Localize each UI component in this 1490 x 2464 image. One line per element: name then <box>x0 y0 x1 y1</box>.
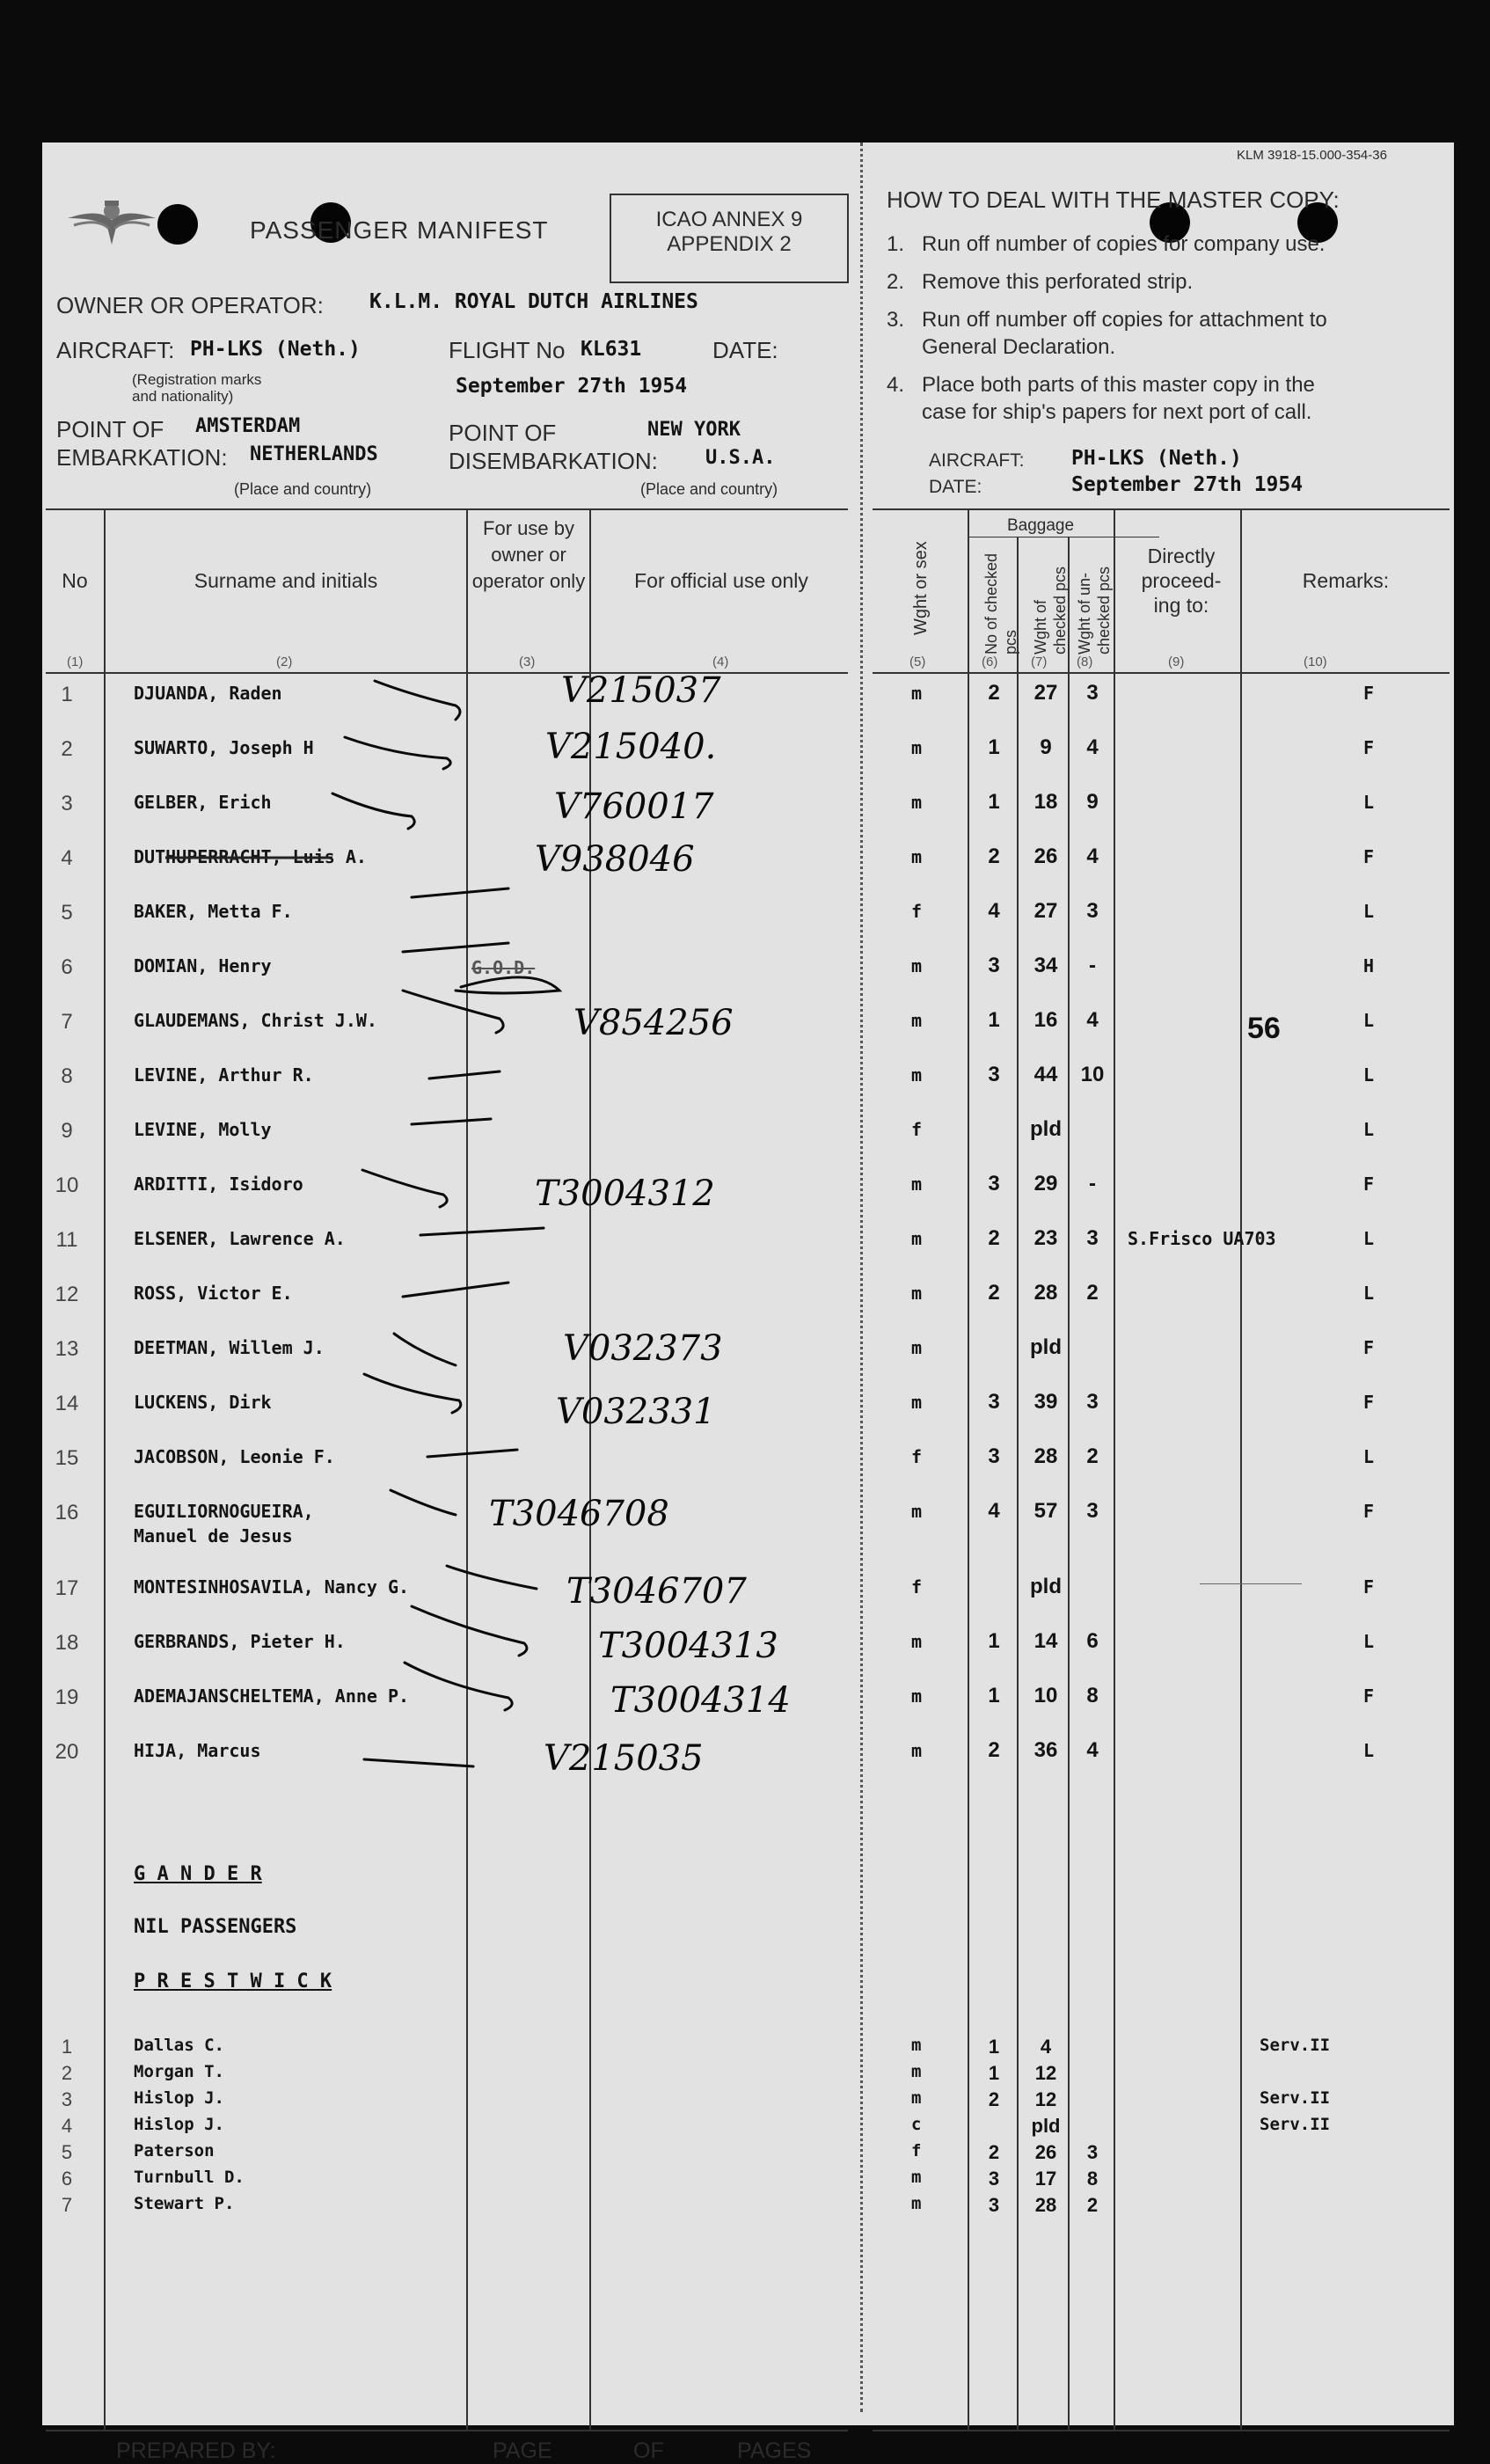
checked-weight: 26 <box>1034 844 1058 868</box>
checked-weight: 12 <box>1034 2062 1057 2084</box>
page-label: PAGE <box>493 2438 552 2463</box>
sex-value: c <box>911 2115 922 2134</box>
passenger-name: ADEMAJANSCHELTEMA, Anne P. <box>134 1685 410 1707</box>
unchecked-weight: 3 <box>1086 2141 1099 2163</box>
passenger-name: ARDITTI, Isidoro <box>134 1174 303 1195</box>
pen-stroke <box>412 1606 527 1656</box>
sex-value: m <box>911 1685 923 1707</box>
checked-pcs: 3 <box>988 1063 1000 1086</box>
passport-number: V215037 <box>561 670 721 711</box>
remark-code: L <box>1363 1631 1375 1652</box>
page-title: PASSENGER MANIFEST <box>250 216 549 244</box>
pen-stroke <box>412 888 508 897</box>
embarkation-label-line: POINT OF <box>56 416 164 442</box>
passport-number: T3046707 <box>566 1571 747 1612</box>
checked-pcs: 2 <box>988 2088 1000 2110</box>
pen-stroke <box>364 1374 461 1413</box>
checked-pcs: 2 <box>988 844 1000 868</box>
passport-number: V760017 <box>554 786 714 827</box>
checked-pcs: 1 <box>988 1684 1000 1707</box>
remark-code: L <box>1363 1740 1375 1761</box>
destination: S.Frisco UA703 <box>1128 1228 1276 1249</box>
passenger-name: HIJA, Marcus <box>134 1740 261 1761</box>
remark-code: L <box>1363 1010 1375 1031</box>
place-country-note: (Place and country) <box>234 480 372 498</box>
sex-value: m <box>911 1064 923 1086</box>
owner-value: K.L.M. ROYAL DUTCH AIRLINES <box>369 290 698 313</box>
sex-value: m <box>911 683 923 704</box>
pen-stroke <box>412 1119 491 1124</box>
registration-note-line: and nationality) <box>132 388 234 405</box>
checked-pcs: 3 <box>988 2168 1000 2190</box>
pen-stroke <box>375 681 460 720</box>
passport-number: G.O.D. <box>471 957 536 978</box>
sex-value: m <box>911 1228 923 1249</box>
passport-number: V938046 <box>535 839 695 880</box>
row-number: 9 <box>61 1119 73 1143</box>
checked-weight: 23 <box>1034 1226 1058 1250</box>
checked-pcs: 2 <box>988 1226 1000 1250</box>
row-number: 7 <box>61 2194 73 2216</box>
row-number: 13 <box>55 1337 79 1361</box>
sex-value: m <box>911 1010 923 1031</box>
instruction-number: 2. <box>887 270 905 294</box>
col-number: (4) <box>712 654 729 669</box>
passenger-name: Stewart P. <box>134 2194 235 2213</box>
sex-value: f <box>911 1119 923 1140</box>
row-number: 4 <box>61 846 73 870</box>
gander-note: NIL PASSENGERS <box>134 1916 297 1938</box>
checked-pcs: 3 <box>988 954 1000 977</box>
col-header-name: Surname and initials <box>194 569 378 592</box>
row-number: 1 <box>61 2036 73 2058</box>
unchecked-weight: 2 <box>1086 2194 1099 2216</box>
pen-stroke <box>345 737 450 769</box>
pen-stroke <box>362 1170 447 1207</box>
checked-weight: 18 <box>1034 790 1058 814</box>
col-number: (7) <box>1031 654 1048 669</box>
checked-weight: 14 <box>1034 1629 1058 1653</box>
icao-annex: ICAO ANNEX 9 <box>655 208 803 231</box>
registration-note-line: (Registration marks <box>132 371 262 388</box>
pen-stroke <box>364 1759 473 1766</box>
pen-stroke <box>405 1663 512 1710</box>
checked-pcs: 3 <box>988 1444 1000 1468</box>
row-number: 2 <box>61 737 73 761</box>
pen-stroke <box>403 943 508 952</box>
passenger-name: Morgan T. <box>134 2062 224 2081</box>
remark-code: Serv.II <box>1260 2036 1331 2055</box>
pen-stroke <box>403 1283 508 1297</box>
checked-weight: 12 <box>1034 2088 1057 2110</box>
checked-pcs: 1 <box>988 2036 1000 2058</box>
row-number: 8 <box>61 1064 73 1088</box>
row-number: 3 <box>61 2088 73 2110</box>
unchecked-weight: 4 <box>1086 1738 1099 1762</box>
date-value: September 27th 1954 <box>456 375 688 398</box>
checked-pcs: 2 <box>988 1281 1000 1305</box>
col-number: (2) <box>276 654 293 669</box>
remark-code: Serv.II <box>1260 2088 1331 2108</box>
remark-code: L <box>1363 1446 1375 1467</box>
unchecked-weight: 9 <box>1086 790 1099 814</box>
passport-number: V215040. <box>545 727 717 767</box>
embarkation-city: AMSTERDAM <box>195 415 301 437</box>
pen-stroke <box>420 1228 544 1235</box>
passenger-name: Dallas C. <box>134 2036 224 2055</box>
checked-weight: 34 <box>1034 954 1058 977</box>
passport-number: T3004312 <box>535 1174 715 1214</box>
col-header-baggage: Baggage <box>1006 516 1075 535</box>
of-label: OF <box>633 2438 664 2463</box>
unchecked-weight: 6 <box>1086 1629 1099 1653</box>
passport-number: V032331 <box>556 1392 716 1432</box>
row-number: 16 <box>55 1501 79 1524</box>
row-number: 5 <box>61 901 73 925</box>
row-number: 6 <box>61 2168 73 2190</box>
passenger-name: BAKER, Metta F. <box>134 901 293 922</box>
passenger-name: JACOBSON, Leonie F. <box>134 1446 335 1467</box>
passenger-name: DEETMAN, Willem J. <box>134 1337 325 1358</box>
row-number: 20 <box>55 1740 79 1764</box>
passenger-name: GELBER, Erich <box>134 792 272 813</box>
passenger-name: LEVINE, Molly <box>134 1119 272 1140</box>
table-bottom-rule <box>873 2430 1450 2431</box>
checked-pcs: 1 <box>988 735 1000 759</box>
checked-weight: 28 <box>1034 2194 1057 2216</box>
passenger-name: Paterson <box>134 2141 215 2161</box>
checked-pcs: 1 <box>988 1008 1000 1032</box>
unchecked-weight: 2 <box>1086 1444 1099 1468</box>
passenger-name: DUTHUPERRACHT, Luis A. <box>134 846 367 867</box>
sex-value: m <box>911 2062 922 2081</box>
passenger-name: DJUANDA, Raden <box>134 683 282 704</box>
col-number: (5) <box>909 654 926 669</box>
instruction-text-line: case for ship's papers for next port of call. <box>922 400 1312 424</box>
sex-value: f <box>911 901 923 922</box>
remark-code: F <box>1363 1501 1375 1522</box>
unchecked-weight: 8 <box>1086 2168 1099 2190</box>
passport-number: V032373 <box>563 1328 723 1369</box>
table-bottom-rule <box>46 2430 848 2431</box>
passenger-name: Turnbull D. <box>134 2168 245 2187</box>
pen-stroke <box>447 1566 537 1589</box>
passenger-name: LEVINE, Arthur R. <box>134 1064 314 1086</box>
instruction-text: Remove this perforated strip. <box>922 270 1194 294</box>
unchecked-weight: 3 <box>1086 1390 1099 1414</box>
checked-pcs: 3 <box>988 1172 1000 1195</box>
unchecked-weight: 2 <box>1086 1281 1099 1305</box>
sex-value: m <box>911 955 923 976</box>
row-number: 18 <box>55 1631 79 1655</box>
checked-pcs: 4 <box>988 899 1000 923</box>
row-number: 14 <box>55 1392 79 1415</box>
row-number: 3 <box>61 792 73 815</box>
flight-value: KL631 <box>581 338 642 361</box>
unchecked-weight: 4 <box>1086 1008 1099 1032</box>
row-number: 10 <box>55 1174 79 1197</box>
pen-check-marks <box>42 143 1454 2425</box>
col-number: (6) <box>982 654 998 669</box>
prestwick-heading: P R E S T W I C K <box>134 1970 332 1992</box>
checked-pcs: 3 <box>988 1390 1000 1414</box>
place-country-note: (Place and country) <box>640 480 778 498</box>
instruction-number: 1. <box>887 232 905 256</box>
strip-aircraft-value: PH-LKS (Neth.) <box>1071 447 1242 470</box>
passport-number: T3004313 <box>598 1626 778 1666</box>
unchecked-weight: 8 <box>1086 1684 1099 1707</box>
instruction-text-line: General Declaration. <box>922 335 1116 359</box>
checked-pcs: 1 <box>988 790 1000 814</box>
checked-pcs: 4 <box>988 1499 1000 1523</box>
unchecked-weight: - <box>1089 1172 1096 1195</box>
passport-number: T3046708 <box>489 1494 669 1534</box>
remark-code: L <box>1363 1119 1375 1140</box>
aircraft-value: PH-LKS (Neth.) <box>190 338 361 361</box>
checked-weight: 28 <box>1034 1444 1058 1468</box>
checked-weight: 57 <box>1034 1499 1058 1523</box>
unchecked-weight: 10 <box>1080 1063 1105 1086</box>
strip-aircraft-label: AIRCRAFT: <box>929 450 1025 471</box>
checked-weight: 17 <box>1034 2168 1057 2190</box>
embarkation-label-line: EMBARKATION: <box>56 444 228 471</box>
col-header-checked-pcs: No of checked pcs <box>982 552 1019 654</box>
row-number: 12 <box>55 1283 79 1306</box>
col-number: (8) <box>1077 654 1093 669</box>
passenger-name: SUWARTO, Joseph H <box>134 737 314 758</box>
passenger-name: GERBRANDS, Pieter H. <box>134 1631 346 1652</box>
row-number: 15 <box>55 1446 79 1470</box>
unchecked-weight: 3 <box>1086 1499 1099 1523</box>
checked-pcs: 2 <box>988 2141 1000 2163</box>
sex-value: m <box>911 737 923 758</box>
checked-weight: 27 <box>1034 681 1058 705</box>
remark-code: H <box>1363 955 1375 976</box>
row-number: 11 <box>55 1228 78 1252</box>
sex-value: m <box>911 1283 923 1304</box>
checked-weight: pld <box>1030 1335 1062 1359</box>
flight-label: FLIGHT No <box>449 337 566 363</box>
unchecked-weight: 4 <box>1086 735 1099 759</box>
passport-number: V215035 <box>544 1738 704 1779</box>
row-number: 1 <box>61 683 73 706</box>
gander-heading: G A N D E R <box>134 1863 262 1885</box>
checked-pcs: 2 <box>988 681 1000 705</box>
checked-pcs: 3 <box>988 2194 1000 2216</box>
row-number: 2 <box>61 2062 73 2084</box>
sex-value: m <box>911 846 923 867</box>
col-header-remarks: Remarks: <box>1302 569 1390 592</box>
disembarkation-label-line: POINT OF <box>449 420 557 446</box>
embarkation-country: NETHERLANDS <box>250 443 378 465</box>
remark-code: Serv.II <box>1260 2115 1331 2134</box>
disembarkation-label-line: DISEMBARKATION: <box>449 448 658 474</box>
checked-weight: 39 <box>1034 1390 1058 1414</box>
passenger-name: EGUILIORNOGUEIRA, <box>134 1501 314 1522</box>
sex-value: m <box>911 2168 922 2187</box>
instructions-title: HOW TO DEAL WITH THE MASTER COPY: <box>887 186 1340 213</box>
instruction-text-line: Run off number off copies for attachment to <box>922 308 1327 332</box>
col-header-owner-use: For use by owner or operator only <box>471 517 586 592</box>
row-number: 4 <box>61 2115 73 2137</box>
icao-appendix: APPENDIX 2 <box>667 232 792 256</box>
passenger-name: ELSENER, Lawrence A. <box>134 1228 346 1249</box>
sex-value: m <box>911 1174 923 1195</box>
disembarkation-city: NEW YORK <box>647 419 741 441</box>
checked-weight: pld <box>1030 1575 1062 1598</box>
page-stamp: 56 <box>1247 1012 1281 1045</box>
passport-number: V854256 <box>573 1003 734 1043</box>
checked-weight: 4 <box>1040 2036 1052 2058</box>
checked-pcs: 1 <box>988 2062 1000 2084</box>
owner-label: OWNER OR OPERATOR: <box>56 292 324 318</box>
remark-code: F <box>1363 846 1375 867</box>
sex-value: f <box>911 1446 923 1467</box>
sex-value: m <box>911 2194 922 2213</box>
remark-code: F <box>1363 737 1375 758</box>
form-code: KLM 3918-15.000-354-36 <box>1237 148 1387 163</box>
remark-code: L <box>1363 792 1375 813</box>
sex-value: f <box>911 2141 922 2161</box>
checked-weight: 28 <box>1034 1281 1058 1305</box>
col-header-official: For official use only <box>634 569 808 592</box>
col-header-no: No <box>62 569 88 592</box>
passenger-name: MONTESINHOSAVILA, Nancy G. <box>134 1576 410 1598</box>
row-number: 7 <box>61 1010 73 1034</box>
sex-value: m <box>911 2088 922 2108</box>
prepared-by-label: PREPARED BY: <box>116 2438 276 2463</box>
passenger-name: DOMIAN, Henry <box>134 955 272 976</box>
manifest-sheet <box>42 143 1454 2463</box>
pages-label: PAGES <box>737 2438 812 2463</box>
remark-code: L <box>1363 901 1375 922</box>
strip-date-label: DATE: <box>929 477 982 497</box>
unchecked-weight: 4 <box>1086 844 1099 868</box>
pen-stroke <box>332 793 414 829</box>
col-header-directly: Directly proceed-ing to: <box>1141 545 1222 617</box>
checked-weight: 10 <box>1034 1684 1058 1707</box>
remark-code: F <box>1363 1392 1375 1413</box>
remark-code: F <box>1363 1174 1375 1195</box>
remark-code: F <box>1363 1685 1375 1707</box>
checked-weight: pld <box>1031 2115 1061 2137</box>
checked-weight: 44 <box>1034 1063 1058 1086</box>
passenger-name-line2: Manuel de Jesus <box>134 1525 293 1546</box>
sex-value: m <box>911 1740 923 1761</box>
instruction-text-line: Place both parts of this master copy in the <box>922 373 1315 397</box>
col-number: (9) <box>1168 654 1185 669</box>
checked-weight: 36 <box>1034 1738 1058 1762</box>
sex-value: m <box>911 1631 923 1652</box>
sex-value: m <box>911 1337 923 1358</box>
remark-code: L <box>1363 1283 1375 1304</box>
remark-code: F <box>1363 683 1375 704</box>
passenger-name: Hislop J. <box>134 2115 224 2134</box>
checked-weight: pld <box>1030 1117 1062 1141</box>
row-number: 17 <box>55 1576 79 1600</box>
remark-code: L <box>1363 1228 1375 1249</box>
sex-value: m <box>911 2036 922 2055</box>
instruction-text: Run off number of copies for company use. <box>922 232 1326 256</box>
passenger-name: LUCKENS, Dirk <box>134 1392 272 1413</box>
row-number: 6 <box>61 955 73 979</box>
remark-code: L <box>1363 1064 1375 1086</box>
unchecked-weight: 3 <box>1086 899 1099 923</box>
pen-stroke <box>403 977 559 1033</box>
sex-value: m <box>911 1392 923 1413</box>
instruction-number: 3. <box>887 308 905 332</box>
sex-value: m <box>911 792 923 813</box>
remark-code: F <box>1363 1576 1375 1598</box>
col-number: (1) <box>67 654 84 669</box>
passenger-name: Hislop J. <box>134 2088 224 2108</box>
checked-weight: 9 <box>1040 735 1052 759</box>
row-number: 19 <box>55 1685 79 1709</box>
aircraft-label: AIRCRAFT: <box>56 337 175 363</box>
instruction-number: 4. <box>887 373 905 397</box>
sex-value: m <box>911 1501 923 1522</box>
col-header-sex: Wght or sex <box>911 541 931 635</box>
pen-stroke <box>429 1071 500 1078</box>
unchecked-weight: 3 <box>1086 681 1099 705</box>
checked-pcs: 1 <box>988 1629 1000 1653</box>
checked-weight: 26 <box>1034 2141 1057 2163</box>
pen-stroke <box>394 1334 456 1365</box>
pen-stroke <box>427 1450 517 1457</box>
col-header-unchecked-wght: Wght of un-checked pcs <box>1076 566 1113 654</box>
passport-number: T3004314 <box>610 1680 791 1721</box>
col-number: (3) <box>519 654 536 669</box>
sex-value: f <box>911 1576 923 1598</box>
col-number: (10) <box>1304 654 1327 669</box>
col-header-checked-wght: Wght of checked pcs <box>1032 566 1069 654</box>
checked-pcs: 2 <box>988 1738 1000 1762</box>
date-label: DATE: <box>712 337 778 363</box>
passenger-name: GLAUDEMANS, Christ J.W. <box>134 1010 377 1031</box>
checked-weight: 16 <box>1034 1008 1058 1032</box>
disembarkation-country: U.S.A. <box>705 447 776 469</box>
checked-weight: 29 <box>1034 1172 1058 1195</box>
checked-weight: 27 <box>1034 899 1058 923</box>
pen-stroke <box>391 1490 456 1515</box>
unchecked-weight: - <box>1089 954 1096 977</box>
remark-code: F <box>1363 1337 1375 1358</box>
strip-date-value: September 27th 1954 <box>1071 473 1304 496</box>
unchecked-weight: 3 <box>1086 1226 1099 1250</box>
row-number: 5 <box>61 2141 73 2163</box>
passenger-name: ROSS, Victor E. <box>134 1283 293 1304</box>
